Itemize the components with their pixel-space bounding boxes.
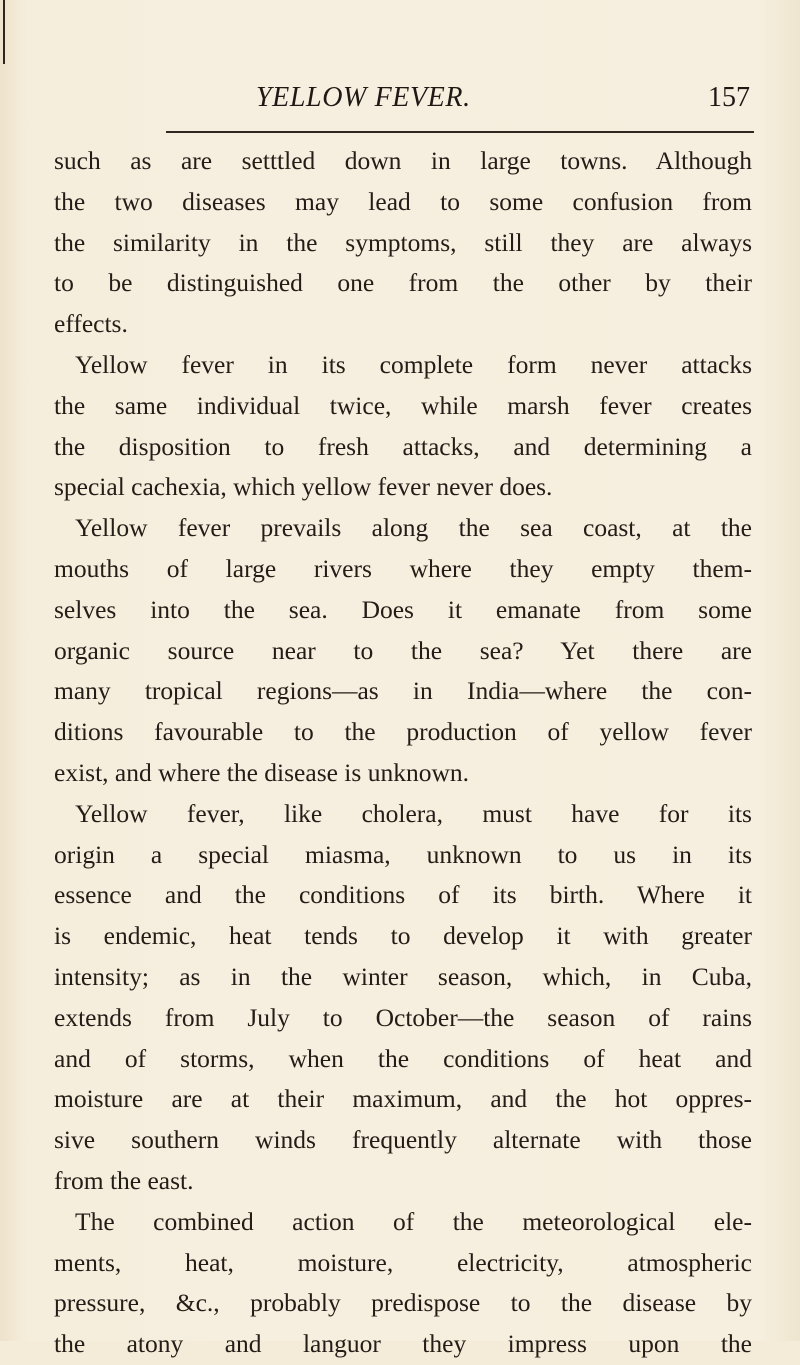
text-line: essence and the conditions of its birth. Where it: [54, 880, 752, 910]
text-line: selves into the sea. Does it emanate from some: [54, 594, 752, 624]
text-line: the same individual twice, while marsh fever creates: [54, 390, 752, 420]
text-line: ditions favourable to the production of yellow fever: [54, 717, 752, 747]
text-line: Yellow fever prevails along the sea coast, at the: [75, 513, 752, 543]
text-line: ments, heat, moisture, electricity, atmospheric: [54, 1247, 752, 1277]
text-line: intensity; as in the winter season, which, in Cuba,: [54, 961, 752, 991]
text-line: mouths of large rivers where they empty them-: [54, 553, 752, 583]
text-line: from the east.: [54, 1165, 194, 1195]
text-line: extends from July to October—the season of rains: [54, 1002, 752, 1032]
text-line: the atony and languor they impress upon the: [54, 1329, 752, 1359]
page-number: 157: [708, 82, 750, 113]
running-head: [162, 82, 750, 122]
text-line: many tropical regions—as in India—where the con-: [54, 676, 752, 706]
text-line: exist, and where the disease is unknown.: [54, 757, 469, 787]
text-line: effects.: [54, 309, 128, 339]
text-line: and of storms, when the conditions of heat and: [54, 1043, 752, 1073]
text-line: moisture are at their maximum, and the hot oppres-: [54, 1084, 752, 1114]
text-line: origin a special miasma, unknown to us in its: [54, 839, 752, 869]
text-line: Yellow fever, like cholera, must have for its: [75, 798, 752, 828]
text-line: the similarity in the symptoms, still they are always: [54, 227, 752, 257]
running-title: YELLOW FEVER.: [256, 82, 471, 113]
text-line: pressure, &c., probably predispose to the disease by: [54, 1288, 752, 1318]
text-line: the two diseases may lead to some confusion from: [54, 186, 752, 216]
text-line: Yellow fever in its complete form never attacks: [75, 349, 752, 379]
text-line: to be distinguished one from the other by their: [54, 268, 752, 298]
text-line: is endemic, heat tends to develop it with greater: [54, 921, 752, 951]
text-line: sive southern winds frequently alternate with those: [54, 1125, 752, 1155]
text-line: the disposition to fresh attacks, and determining a: [54, 431, 752, 461]
body-text: [54, 141, 752, 1365]
text-line: such as are setttled down in large towns. Although: [54, 146, 752, 175]
text-line: special cachexia, which yellow fever never does.: [54, 472, 553, 502]
text-line: The combined action of the meteorological ele-: [75, 1206, 752, 1236]
text-line: organic source near to the sea? Yet there are: [54, 635, 752, 665]
left-page-edge: [3, 0, 5, 64]
header-rule: [166, 131, 754, 133]
